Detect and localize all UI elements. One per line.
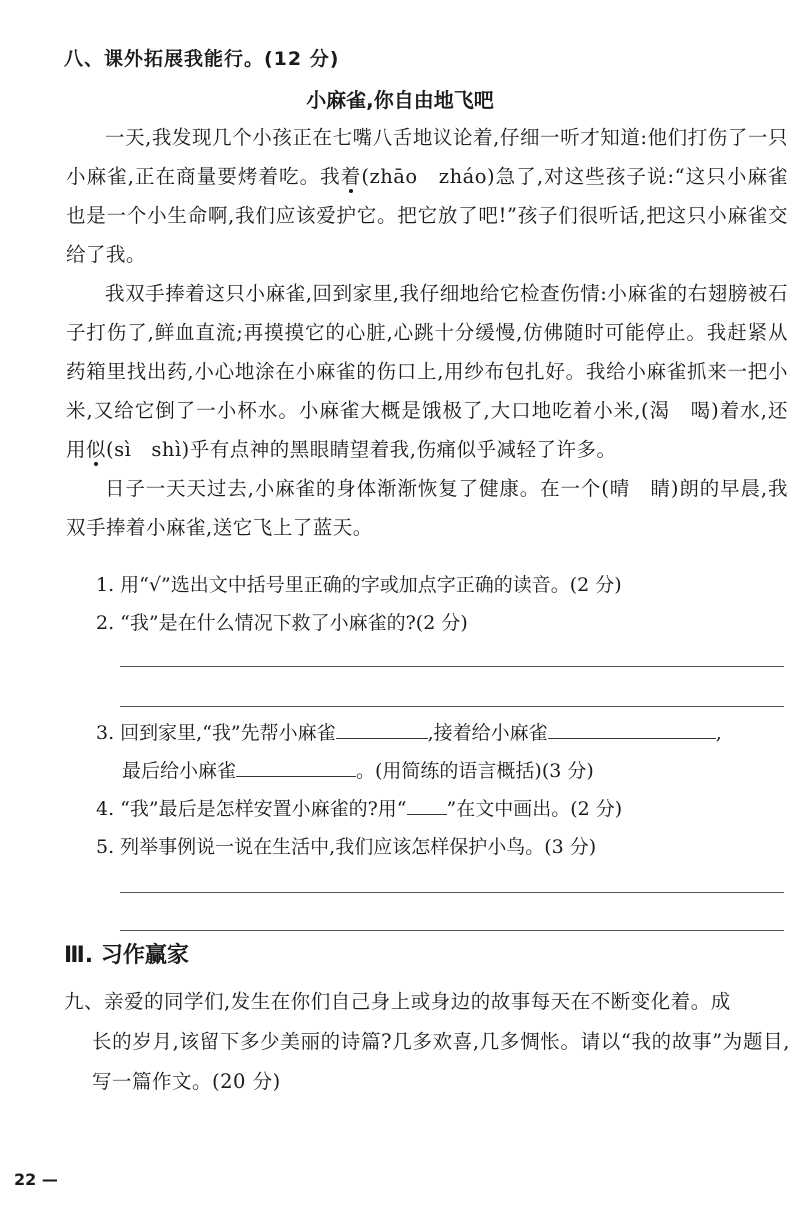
composition-first-line: 九、亲爱的同学们,发生在你们自己身上或身边的故事每天在不断变化着。成 [64,990,731,1013]
reading-passage [66,118,788,547]
page-number: 22 — [14,1170,58,1189]
passage-paragraph-3: 日子一天天过去,小麻雀的身体渐渐恢复了健康。在一个(晴 睛)朗的早晨,我双手捧着小麻雀,送它飞上了蓝天。 [66,477,788,539]
dotted-character: 着 [340,165,362,188]
question-1: 1. 用“√”选出文中括号里正确的字或加点字正确的读音。(2 分) [96,574,622,596]
question-text: ,接着给小麻雀 [427,722,548,744]
paragraph-text: (zhāo zháo)急了,对这些孩子说:“这只小麻雀也是一个小生命啊,我们应该爱护它。把它放了吧!”孩子们很听话,把这只小麻雀交给了我。 [66,165,788,266]
question-4 [96,790,796,828]
paragraph-text: 一天,我发现几个小孩正在七嘴八舌地议论着,仔细一听才知道:他们打伤了一只小麻雀,正在商量要烤着吃。我 [66,126,788,188]
passage-paragraph-1 [66,118,788,274]
answer-line[interactable] [120,930,784,931]
fill-blank[interactable] [236,754,356,777]
paragraph-text: (sì shì)乎有点神的黑眼睛望着我,伤痛似乎减轻了许多。 [106,438,617,461]
section-3-title: Ⅲ. 习作赢家 [64,943,189,968]
fill-blank[interactable] [548,716,716,739]
answer-line[interactable] [120,666,784,667]
question-text: ”在文中画出。(2 分) [446,798,623,820]
question-text: , [715,722,722,744]
question-text: 最后给小麻雀 [122,760,237,782]
passage-paragraph-2 [66,274,788,469]
question-3 [96,714,796,752]
question-text: 3. 回到家里,“我”先帮小麻雀 [96,722,336,744]
question-3-continued [122,752,792,790]
answer-line[interactable] [120,892,784,893]
paragraph-text: 我双手捧着这只小麻雀,回到家里,我仔细地给它检查伤情:小麻雀的右翅膀被石子打伤了,鲜血直流;再摸摸它的心脏,心跳十分缓慢,仿佛随时可能停止。我赶紧从药箱里找出药,小心地涂在小麻雀的伤口上,用纱布包扎好。我给小麻雀抓来一把小米,又给它倒了一小杯水。小麻雀大概是饿极了,大口地吃着小米,(渴 喝)着水,还用 [66,282,788,461]
section-heading: 八、课外拓展我能行。(12 分) [64,48,340,70]
question-2: 2. “我”是在什么情况下救了小麻雀的?(2 分) [96,612,468,634]
question-text: 。(用简练的语言概括)(3 分) [356,760,594,782]
question-5: 5. 列举事例说一说在生活中,我们应该怎样保护小鸟。(3 分) [96,836,597,858]
dotted-character: 似 [86,438,107,461]
question-text: 4. “我”最后是怎样安置小麻雀的?用“ [96,798,407,820]
fill-blank[interactable] [336,716,428,739]
composition-task [64,982,790,1102]
passage-title: 小麻雀,你自由地飞吧 [306,88,494,112]
answer-line[interactable] [120,706,784,707]
composition-continuation: 长的岁月,该留下多少美丽的诗篇?几多欢喜,几多惆怅。请以“我的故事”为题目,写一篇作文。(20 分) [92,1030,790,1093]
underline-symbol [407,792,447,815]
